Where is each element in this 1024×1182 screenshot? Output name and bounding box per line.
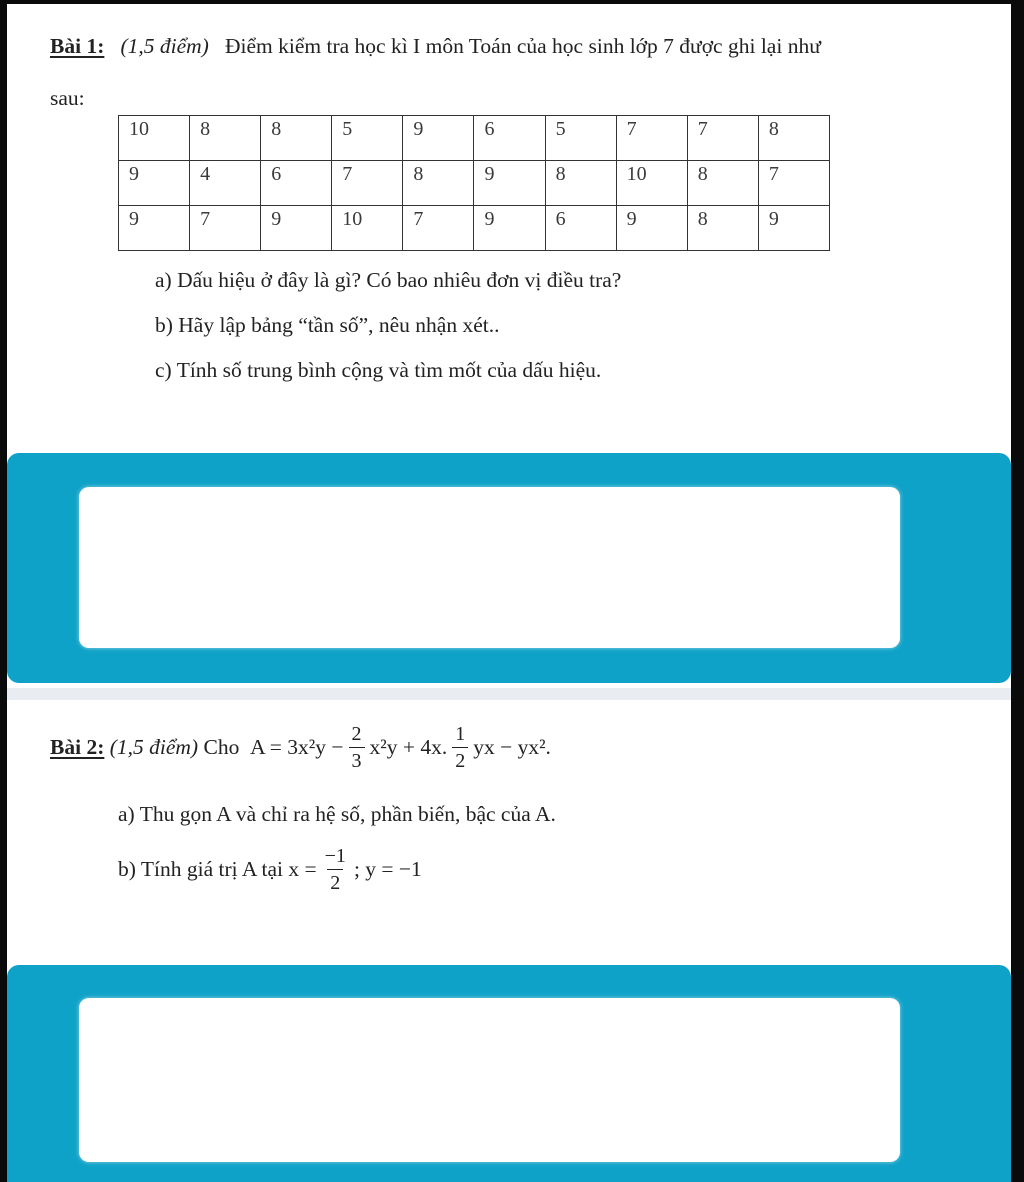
fraction-minus-one-half: $\frac{-1}{2}$ bbox=[324, 844, 346, 894]
bai1-question-c: c) Tính số trung bình cộng và tìm mốt của dấu hiệu. bbox=[155, 358, 602, 382]
bai2-label: Bài 2: bbox=[50, 734, 105, 759]
score-cell: 9 bbox=[261, 206, 332, 251]
answer-box-1[interactable] bbox=[79, 487, 900, 648]
bai2-intro: Cho bbox=[203, 734, 240, 759]
score-cell: 9 bbox=[403, 116, 474, 161]
score-cell: 7 bbox=[616, 116, 687, 161]
score-cell: 6 bbox=[474, 116, 545, 161]
answer-box-2[interactable] bbox=[79, 998, 900, 1162]
bai2-heading bbox=[50, 718, 551, 776]
fraction-one-half: $\frac{1}{2}$ bbox=[452, 724, 468, 771]
table-row bbox=[119, 116, 830, 161]
score-cell: 7 bbox=[332, 161, 403, 206]
score-cell: 10 bbox=[119, 116, 190, 161]
score-cell: 9 bbox=[474, 161, 545, 206]
bai2-question-b bbox=[118, 840, 422, 898]
bai1-intro-line1: Điểm kiểm tra học kì I môn Toán của học sinh lớp 7 được ghi lại như bbox=[224, 34, 821, 58]
divider-strip bbox=[7, 688, 1011, 700]
bai1-label: Bài 1: bbox=[50, 34, 105, 58]
bai1-question-b: b) Hãy lập bảng “tần số”, nêu nhận xét.. bbox=[155, 313, 500, 337]
score-cell: 8 bbox=[190, 116, 261, 161]
answer-panel-2 bbox=[7, 965, 1011, 1182]
fraction-two-thirds: $\frac{2}{3}$ bbox=[349, 724, 365, 771]
answer-panel-1 bbox=[7, 453, 1011, 683]
table-row bbox=[119, 206, 830, 251]
score-cell: 4 bbox=[190, 161, 261, 206]
score-cell: 7 bbox=[190, 206, 261, 251]
bai2-points: (1,5 điểm) bbox=[109, 734, 199, 759]
score-cell: 8 bbox=[261, 116, 332, 161]
score-cell: 8 bbox=[687, 161, 758, 206]
score-cell: 9 bbox=[758, 206, 829, 251]
score-cell: 8 bbox=[758, 116, 829, 161]
table-row bbox=[119, 161, 830, 206]
score-table bbox=[118, 115, 830, 251]
bai2-question-b-post: ; y = −1 bbox=[353, 856, 422, 881]
bai2-question-a: a) Thu gọn A và chỉ ra hệ số, phần biến, bậc của A. bbox=[118, 802, 556, 826]
bai2-question-b-pre: b) Tính giá trị A tại x = bbox=[118, 856, 317, 881]
score-cell: 5 bbox=[545, 116, 616, 161]
score-cell: 6 bbox=[261, 161, 332, 206]
score-cell: 8 bbox=[403, 161, 474, 206]
bai2-formula-post: yx − yx². bbox=[473, 734, 551, 759]
bai1-intro-line2: sau: bbox=[50, 86, 85, 110]
score-cell: 8 bbox=[545, 161, 616, 206]
score-cell: 7 bbox=[687, 116, 758, 161]
score-cell: 9 bbox=[119, 206, 190, 251]
document-page bbox=[7, 4, 1011, 1182]
score-cell: 8 bbox=[687, 206, 758, 251]
score-cell: 10 bbox=[332, 206, 403, 251]
score-cell: 5 bbox=[332, 116, 403, 161]
bai1-points: (1,5 điểm) bbox=[120, 34, 209, 58]
score-cell: 6 bbox=[545, 206, 616, 251]
score-cell: 7 bbox=[758, 161, 829, 206]
score-cell: 9 bbox=[616, 206, 687, 251]
score-cell: 10 bbox=[616, 161, 687, 206]
bai1-heading bbox=[50, 31, 821, 61]
score-cell: 9 bbox=[474, 206, 545, 251]
bai2-formula-pre: A = 3x²y − bbox=[250, 734, 344, 759]
score-cell: 7 bbox=[403, 206, 474, 251]
score-cell: 9 bbox=[119, 161, 190, 206]
bai1-question-a: a) Dấu hiệu ở đây là gì? Có bao nhiêu đơn vị điều tra? bbox=[155, 268, 622, 292]
bai2-formula-mid: x²y + 4x. bbox=[369, 734, 448, 759]
